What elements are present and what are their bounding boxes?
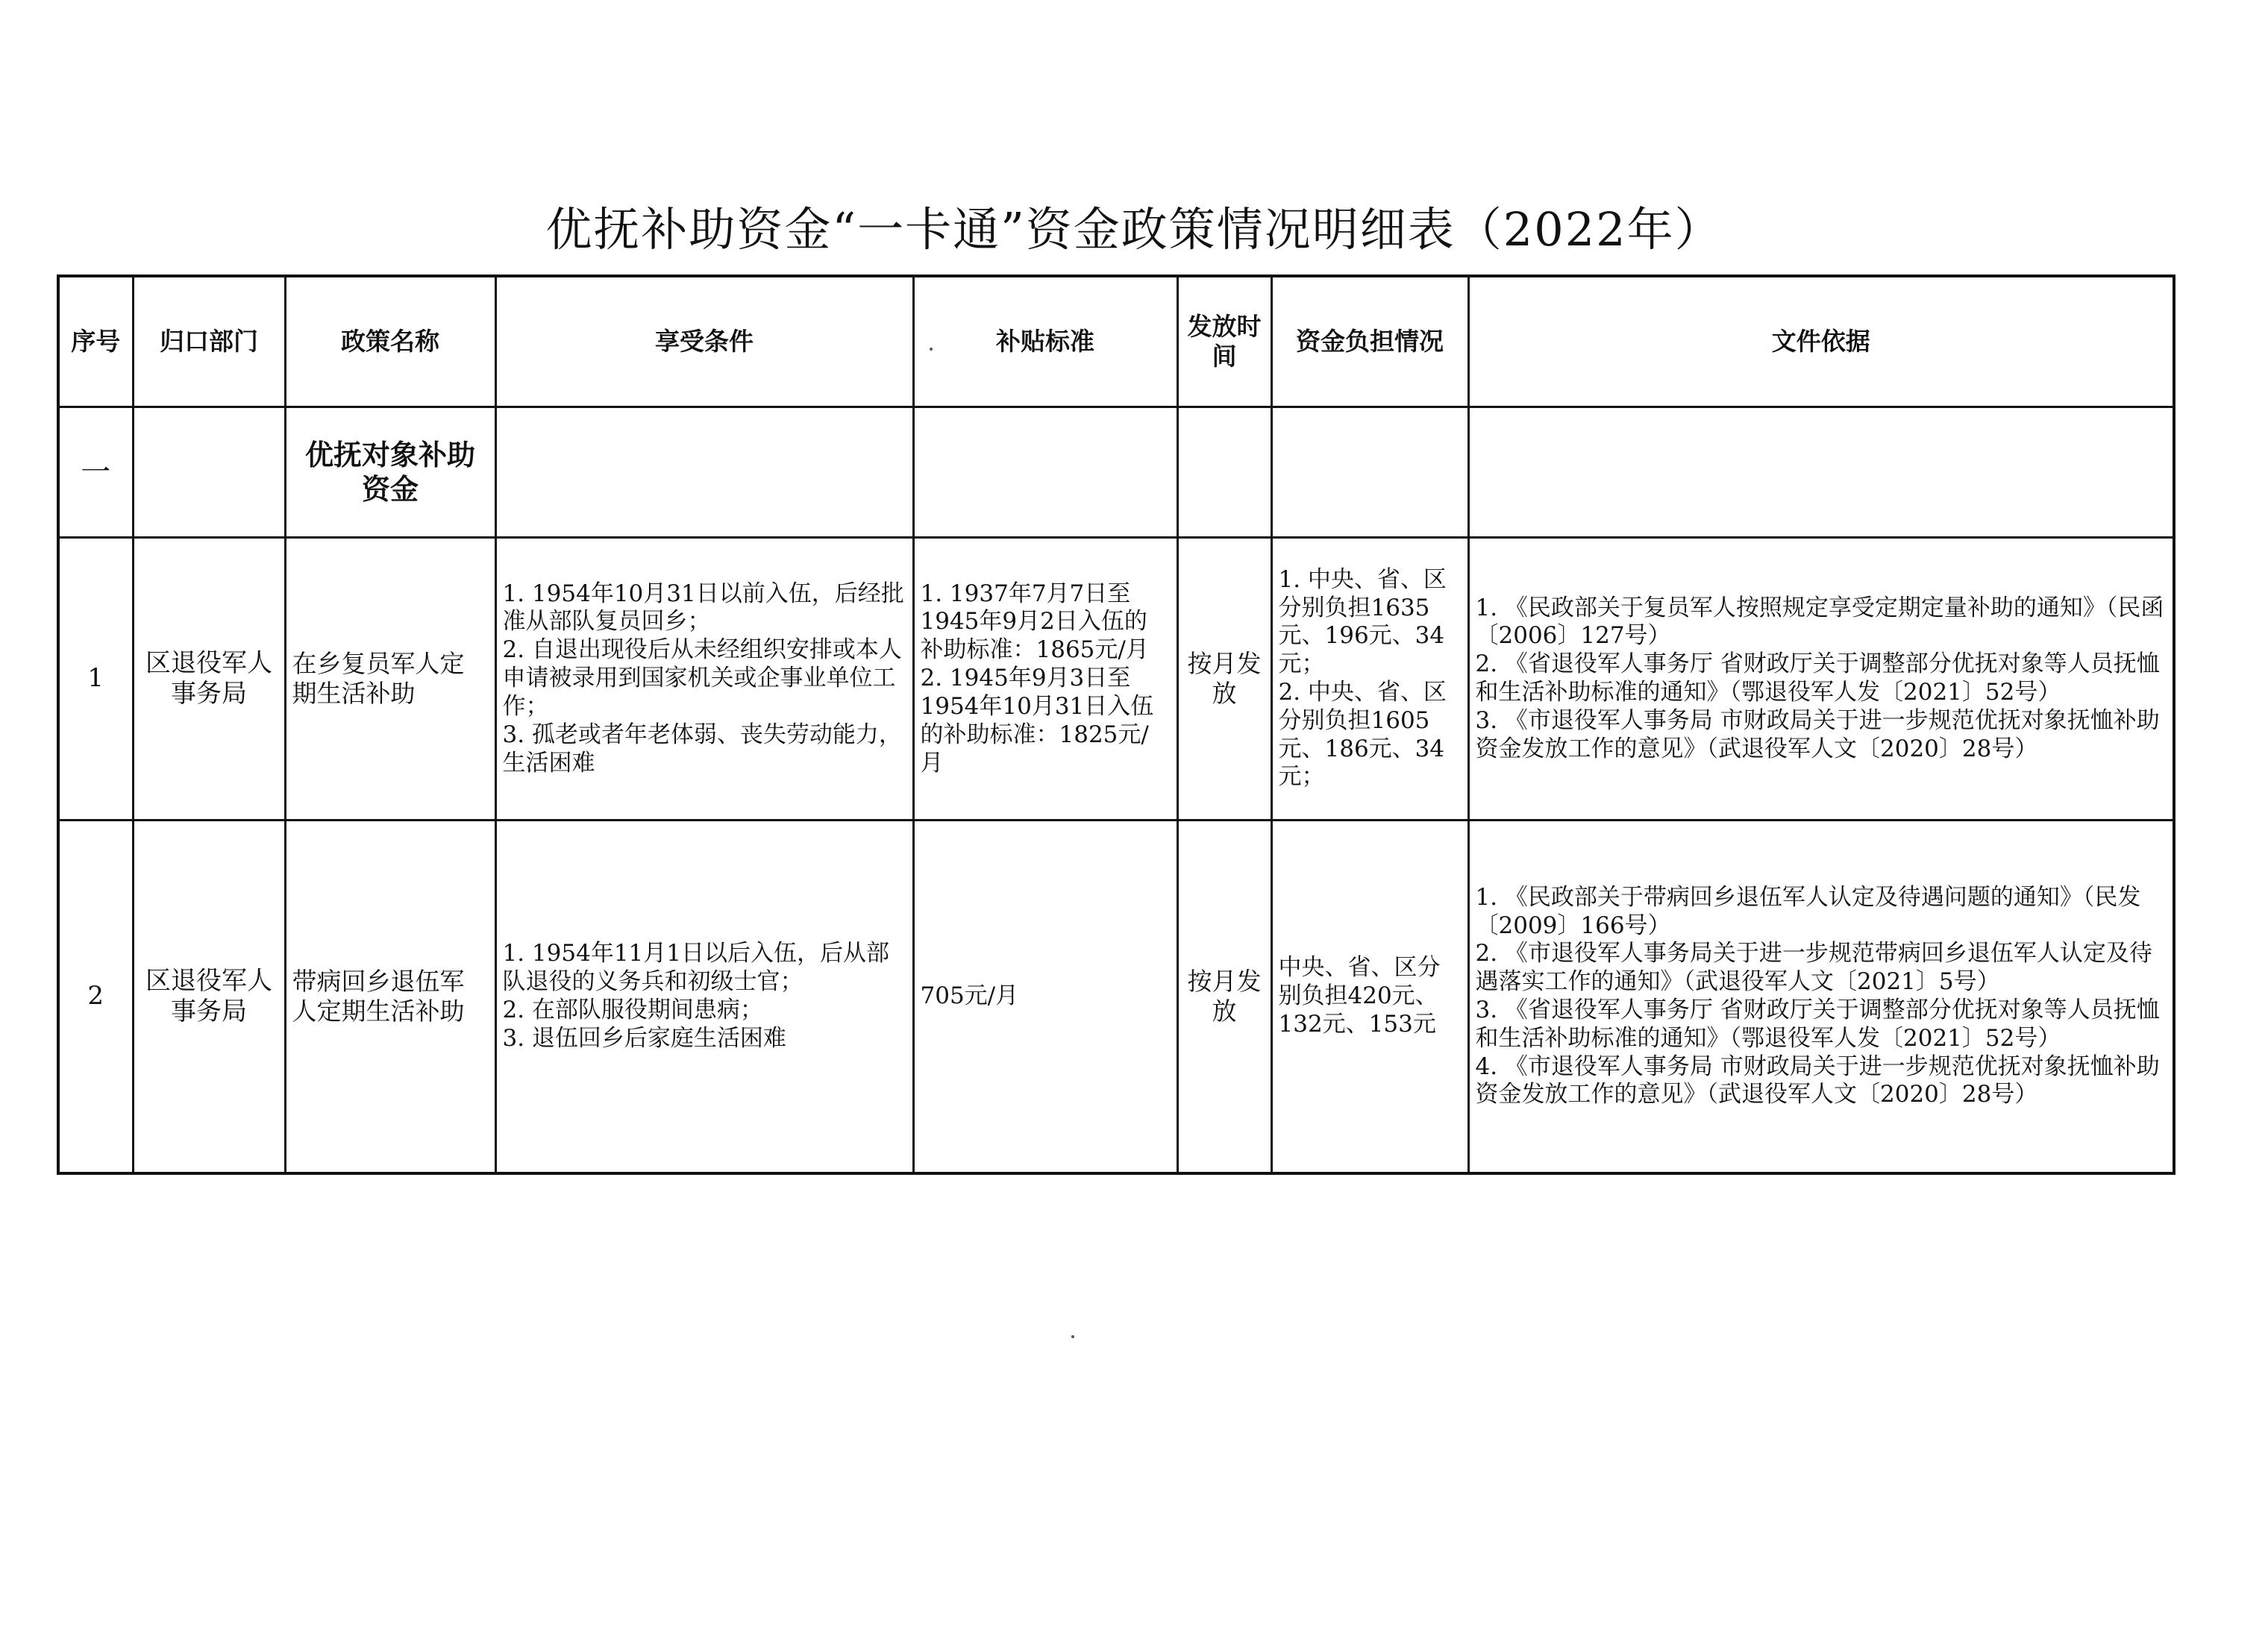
category-empty-cell — [1177, 407, 1271, 538]
row-conditions — [495, 821, 913, 1174]
standard-item: 705元/月 — [920, 982, 1019, 1010]
table-row — [58, 538, 2174, 821]
header-funding: 资金负担情况 — [1271, 276, 1468, 407]
category-empty-cell — [495, 407, 913, 538]
table-row — [58, 821, 2174, 1174]
category-name: 优抚对象补助资金 — [285, 407, 495, 538]
category-seq: 一 — [58, 407, 133, 538]
category-dept-cell — [133, 407, 285, 538]
category-empty-cell — [1468, 407, 2174, 538]
header-timing: 发放时间 — [1177, 276, 1271, 407]
row-seq: 2 — [58, 821, 133, 1174]
condition-item: 1. 1954年11月1日以后入伍，后从部队退役的义务兵和初级士官； — [502, 940, 889, 996]
row-policy: 带病回乡退伍军人定期生活补助 — [285, 821, 495, 1174]
row-standard — [913, 821, 1177, 1174]
basis-item: 3. 《市退役军人事务局 市财政局关于进一步规范优抚对象抚恤补助资金发放工作的意见》（武退役军人文〔2020〕28号） — [1475, 706, 2160, 762]
document-title: 优抚补助资金“一卡通”资金政策情况明细表（2022年） — [545, 202, 1723, 257]
row-dept: 区退役军人事务局 — [133, 538, 285, 821]
row-basis — [1468, 821, 2174, 1174]
header-row — [58, 276, 2174, 407]
row-funding — [1271, 538, 1468, 821]
row-dept: 区退役军人事务局 — [133, 821, 285, 1174]
condition-item: 2. 在部队服役期间患病； — [502, 997, 763, 1023]
header-standard: 补贴标准 — [913, 276, 1177, 407]
header-policy: 政策名称 — [285, 276, 495, 407]
basis-item: 1. 《民政部关于带病回乡退伍军人认定及待遇问题的通知》（民发〔2009〕166号） — [1475, 883, 2141, 939]
condition-item: 2. 自退出现役后从未经组织安排或本人申请被录用到国家机关或企事业单位工作； — [502, 636, 902, 720]
scan-speck — [930, 348, 933, 351]
row-seq: 1 — [58, 538, 133, 821]
funding-item: 2. 中央、省、区分别负担1605元、186元、34元； — [1278, 679, 1447, 791]
header-dept: 归口部门 — [133, 276, 285, 407]
funding-item: 中央、省、区分别负担420元、132元、153元 — [1278, 954, 1441, 1038]
basis-item: 2. 《市退役军人事务局关于进一步规范带病回乡退伍军人认定及待遇落实工作的通知》（武退役军人文〔2021〕5号） — [1475, 940, 2152, 996]
policy-table — [57, 274, 2175, 1175]
row-basis — [1468, 538, 2174, 821]
basis-item: 3. 《省退役军人事务厅 省财政厅关于调整部分优抚对象等人员抚恤和生活补助标准的通知》（鄂退役军人发〔2021〕52号） — [1475, 997, 2160, 1052]
header-seq: 序号 — [58, 276, 133, 407]
condition-item: 3. 退伍回乡后家庭生活困难 — [502, 1024, 786, 1052]
scan-speck — [1071, 1335, 1074, 1338]
row-policy: 在乡复员军人定期生活补助 — [285, 538, 495, 821]
funding-item: 1. 中央、省、区分别负担1635元、196元、34元； — [1278, 565, 1447, 678]
category-empty-cell — [913, 407, 1177, 538]
category-empty-cell — [1271, 407, 1468, 538]
basis-item: 1. 《民政部关于复员军人按照规定享受定期定量补助的通知》（民函〔2006〕127号） — [1475, 594, 2164, 650]
category-row — [58, 407, 2174, 538]
basis-item: 4. 《市退役军人事务局 市财政局关于进一步规范优抚对象抚恤补助资金发放工作的意见》（武退役军人文〔2020〕28号） — [1475, 1052, 2160, 1108]
basis-item: 2. 《省退役军人事务厅 省财政厅关于调整部分优抚对象等人员抚恤和生活补助标准的通知》（鄂退役军人发〔2021〕52号） — [1475, 650, 2160, 706]
row-conditions — [495, 538, 913, 821]
condition-item: 3. 孤老或者年老体弱、丧失劳动能力，生活困难 — [502, 721, 902, 777]
standard-item: 1. 1937年7月7日至1945年9月2日入伍的补助标准：1865元/月 — [920, 580, 1149, 664]
condition-item: 1. 1954年10月31日以前入伍，后经批准从部队复员回乡； — [502, 580, 904, 636]
header-basis: 文件依据 — [1468, 276, 2174, 407]
row-standard — [913, 538, 1177, 821]
header-conditions: 享受条件 — [495, 276, 913, 407]
row-funding — [1271, 821, 1468, 1174]
row-timing: 按月发放 — [1177, 538, 1271, 821]
row-timing: 按月发放 — [1177, 821, 1271, 1174]
standard-item: 2. 1945年9月3日至1954年10月31日入伍的补助标准：1825元/月 — [920, 665, 1154, 777]
